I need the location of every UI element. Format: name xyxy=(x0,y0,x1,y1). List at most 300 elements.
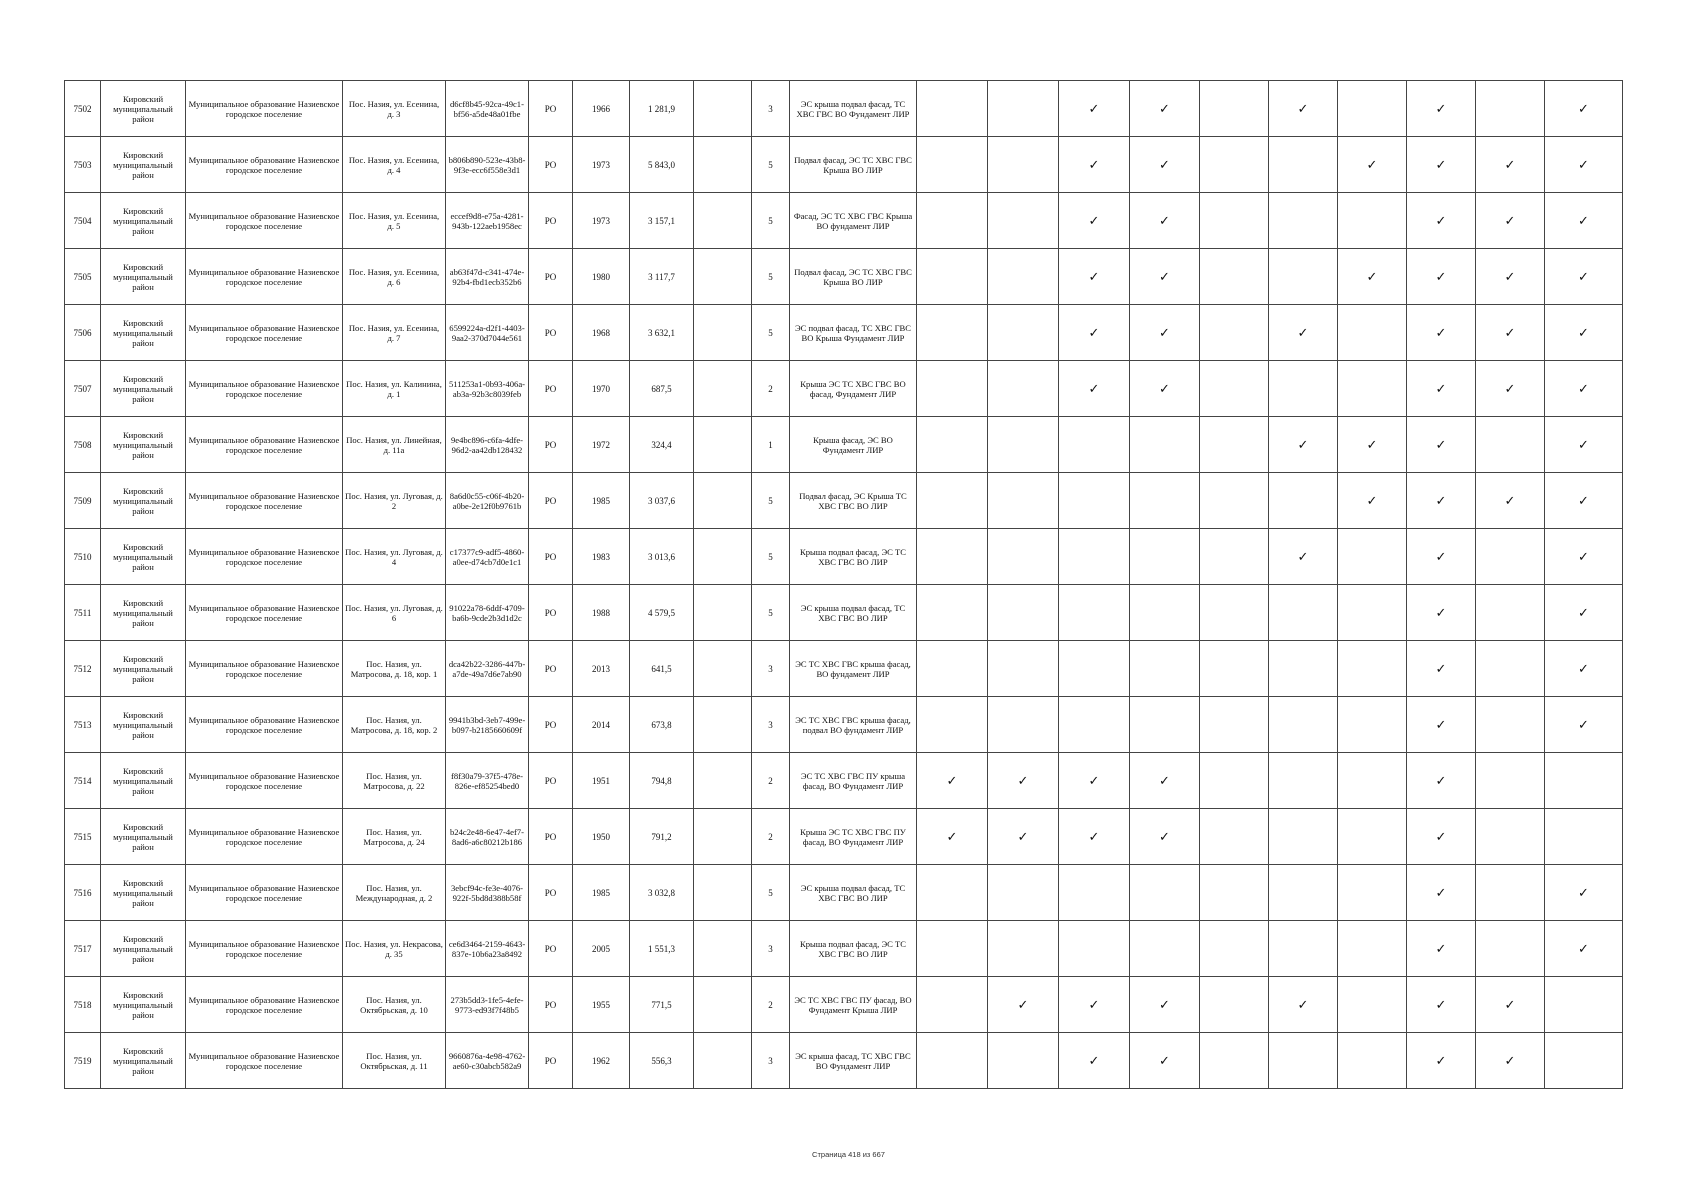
area-cell: 1 281,9 xyxy=(630,81,694,137)
guid-cell: dca42b22-3286-447b-a7de-49a7d6e7ab90 xyxy=(446,641,529,697)
check-cell xyxy=(1130,137,1200,193)
check-mark-icon: ✓ xyxy=(1297,436,1309,452)
type-cell: РО xyxy=(529,753,573,809)
area-cell: 3 032,8 xyxy=(630,865,694,921)
empty-cell xyxy=(694,473,752,529)
check-cell xyxy=(1130,865,1200,921)
check-cell xyxy=(988,585,1059,641)
check-cell xyxy=(1476,249,1545,305)
guid-cell: d6cf8b45-92ca-49c1-bf56-a5de48a01fbe xyxy=(446,81,529,137)
check-cell xyxy=(1200,809,1269,865)
empty-cell xyxy=(694,585,752,641)
check-mark-icon: ✓ xyxy=(1435,772,1447,788)
year-cell: 1966 xyxy=(573,81,630,137)
check-cell xyxy=(1476,305,1545,361)
check-cell xyxy=(1545,921,1623,977)
district-cell: Кировский муниципальный район xyxy=(101,921,186,977)
check-cell xyxy=(1130,473,1200,529)
check-cell xyxy=(1130,249,1200,305)
type-cell: РО xyxy=(529,1033,573,1089)
address-cell: Пос. Назия, ул. Некрасова, д. 35 xyxy=(343,921,446,977)
guid-cell: 511253a1-0b93-406a-ab3a-92b3c8039feb xyxy=(446,361,529,417)
year-cell: 1962 xyxy=(573,1033,630,1089)
works-cell: ЭС крыша подвал фасад, ТС ХВС ГВС ВО ЛИР xyxy=(790,865,917,921)
check-cell xyxy=(1545,529,1623,585)
check-mark-icon: ✓ xyxy=(1504,212,1516,228)
check-cell xyxy=(1407,417,1476,473)
floors-cell: 5 xyxy=(752,137,790,193)
check-cell xyxy=(1338,305,1407,361)
check-cell xyxy=(1200,585,1269,641)
check-mark-icon: ✓ xyxy=(1159,1052,1170,1068)
check-mark-icon: ✓ xyxy=(1297,100,1309,116)
check-cell xyxy=(1269,585,1338,641)
table-row xyxy=(65,921,1623,977)
check-cell xyxy=(1269,193,1338,249)
works-cell: ЭС подвал фасад, ТС ХВС ГВС ВО Крыша Фундамент ЛИР xyxy=(790,305,917,361)
check-cell xyxy=(917,137,988,193)
check-cell xyxy=(988,249,1059,305)
check-cell xyxy=(1545,641,1623,697)
address-cell: Пос. Назия, ул. Есенина, д. 4 xyxy=(343,137,446,193)
check-mark-icon: ✓ xyxy=(1435,1052,1447,1068)
check-cell xyxy=(1059,585,1130,641)
type-cell: РО xyxy=(529,81,573,137)
check-cell xyxy=(1407,529,1476,585)
municipality-cell: Муниципальное образование Назиевское городское поселение xyxy=(186,641,343,697)
check-cell xyxy=(1269,865,1338,921)
area-cell: 3 157,1 xyxy=(630,193,694,249)
check-mark-icon: ✓ xyxy=(1159,828,1170,844)
floors-cell: 5 xyxy=(752,585,790,641)
check-mark-icon: ✓ xyxy=(1088,828,1100,844)
check-cell xyxy=(1200,865,1269,921)
check-cell xyxy=(1130,1033,1200,1089)
year-cell: 1985 xyxy=(573,473,630,529)
area-cell: 794,8 xyxy=(630,753,694,809)
check-cell xyxy=(1130,305,1200,361)
year-cell: 2013 xyxy=(573,641,630,697)
check-mark-icon: ✓ xyxy=(1297,996,1309,1012)
works-cell: Крыша ЭС ТС ХВС ГВС ВО фасад, Фундамент ЛИР xyxy=(790,361,917,417)
table-body xyxy=(65,81,1623,1089)
check-cell xyxy=(988,193,1059,249)
empty-cell xyxy=(694,193,752,249)
guid-cell: 9660876a-4e98-4762-ae60-c30abcb582a9 xyxy=(446,1033,529,1089)
check-cell xyxy=(1545,753,1623,809)
check-mark-icon: ✓ xyxy=(1578,156,1589,172)
address-cell: Пос. Назия, ул. Луговая, д. 2 xyxy=(343,473,446,529)
check-mark-icon: ✓ xyxy=(1088,772,1100,788)
year-cell: 1972 xyxy=(573,417,630,473)
check-cell xyxy=(1407,305,1476,361)
year-cell: 1983 xyxy=(573,529,630,585)
check-cell xyxy=(1338,361,1407,417)
district-cell: Кировский муниципальный район xyxy=(101,473,186,529)
check-cell xyxy=(1059,473,1130,529)
check-cell xyxy=(1338,641,1407,697)
check-cell xyxy=(988,305,1059,361)
check-mark-icon: ✓ xyxy=(1297,548,1309,564)
check-cell xyxy=(1545,361,1623,417)
table-row xyxy=(65,529,1623,585)
type-cell: РО xyxy=(529,865,573,921)
check-cell xyxy=(1476,473,1545,529)
check-mark-icon: ✓ xyxy=(1435,940,1447,956)
check-cell xyxy=(1407,641,1476,697)
table-row xyxy=(65,305,1623,361)
check-mark-icon: ✓ xyxy=(1435,660,1447,676)
check-mark-icon: ✓ xyxy=(1578,492,1589,508)
check-mark-icon: ✓ xyxy=(1088,212,1100,228)
floors-cell: 2 xyxy=(752,977,790,1033)
check-cell xyxy=(1059,697,1130,753)
check-cell xyxy=(917,417,988,473)
address-cell: Пос. Назия, ул. Луговая, д. 6 xyxy=(343,585,446,641)
check-cell xyxy=(1059,249,1130,305)
check-mark-icon: ✓ xyxy=(1578,100,1589,116)
table-row xyxy=(65,193,1623,249)
check-cell xyxy=(1476,137,1545,193)
district-cell: Кировский муниципальный район xyxy=(101,865,186,921)
works-cell: ЭС крыша подвал фасад, ТС ХВС ГВС ВО ЛИР xyxy=(790,585,917,641)
type-cell: РО xyxy=(529,977,573,1033)
check-mark-icon: ✓ xyxy=(1088,1052,1100,1068)
check-cell xyxy=(1130,417,1200,473)
row-number-cell: 7514 xyxy=(65,753,101,809)
table-row xyxy=(65,697,1623,753)
check-cell xyxy=(1059,305,1130,361)
type-cell: РО xyxy=(529,697,573,753)
area-cell: 687,5 xyxy=(630,361,694,417)
type-cell: РО xyxy=(529,529,573,585)
check-mark-icon: ✓ xyxy=(1017,996,1029,1012)
empty-cell xyxy=(694,809,752,865)
check-cell xyxy=(1130,585,1200,641)
check-cell xyxy=(1338,473,1407,529)
address-cell: Пос. Назия, ул. Луговая, д. 4 xyxy=(343,529,446,585)
check-mark-icon: ✓ xyxy=(1435,212,1447,228)
floors-cell: 2 xyxy=(752,361,790,417)
table-row xyxy=(65,809,1623,865)
guid-cell: ab63f47d-c341-474e-92b4-fbd1ecb352b6 xyxy=(446,249,529,305)
floors-cell: 2 xyxy=(752,753,790,809)
check-cell xyxy=(1269,473,1338,529)
year-cell: 1951 xyxy=(573,753,630,809)
check-cell xyxy=(1476,641,1545,697)
works-cell: Крыша подвал фасад, ЭС ТС ХВС ГВС ВО ЛИР xyxy=(790,921,917,977)
empty-cell xyxy=(694,529,752,585)
check-mark-icon: ✓ xyxy=(1578,716,1589,732)
type-cell: РО xyxy=(529,249,573,305)
check-cell xyxy=(917,193,988,249)
type-cell: РО xyxy=(529,417,573,473)
check-mark-icon: ✓ xyxy=(1578,884,1589,900)
check-mark-icon: ✓ xyxy=(1159,212,1170,228)
check-cell xyxy=(1200,361,1269,417)
type-cell: РО xyxy=(529,641,573,697)
check-mark-icon: ✓ xyxy=(1159,268,1170,284)
check-cell xyxy=(1476,417,1545,473)
year-cell: 1980 xyxy=(573,249,630,305)
check-cell xyxy=(1338,137,1407,193)
empty-cell xyxy=(694,305,752,361)
empty-cell xyxy=(694,697,752,753)
check-cell xyxy=(1059,977,1130,1033)
floors-cell: 2 xyxy=(752,809,790,865)
check-mark-icon: ✓ xyxy=(1088,996,1100,1012)
row-number-cell: 7513 xyxy=(65,697,101,753)
address-cell: Пос. Назия, ул. Матросова, д. 18, кор. 2 xyxy=(343,697,446,753)
floors-cell: 5 xyxy=(752,249,790,305)
check-mark-icon: ✓ xyxy=(1435,996,1447,1012)
check-cell xyxy=(1200,641,1269,697)
check-mark-icon: ✓ xyxy=(1159,324,1170,340)
table-row xyxy=(65,641,1623,697)
year-cell: 1968 xyxy=(573,305,630,361)
guid-cell: ce6d3464-2159-4643-837e-10b6a23a8492 xyxy=(446,921,529,977)
check-cell xyxy=(988,809,1059,865)
check-cell xyxy=(1269,249,1338,305)
check-cell xyxy=(1476,697,1545,753)
municipality-cell: Муниципальное образование Назиевское городское поселение xyxy=(186,529,343,585)
floors-cell: 5 xyxy=(752,193,790,249)
check-cell xyxy=(1200,697,1269,753)
works-cell: Подвал фасад, ЭС ТС ХВС ГВС Крыша ВО ЛИР xyxy=(790,137,917,193)
area-cell: 4 579,5 xyxy=(630,585,694,641)
municipality-cell: Муниципальное образование Назиевское городское поселение xyxy=(186,809,343,865)
check-cell xyxy=(988,1033,1059,1089)
address-cell: Пос. Назия, ул. Международная, д. 2 xyxy=(343,865,446,921)
check-mark-icon: ✓ xyxy=(1159,100,1170,116)
row-number-cell: 7502 xyxy=(65,81,101,137)
check-cell xyxy=(1269,417,1338,473)
district-cell: Кировский муниципальный район xyxy=(101,1033,186,1089)
check-mark-icon: ✓ xyxy=(1435,492,1447,508)
works-cell: ЭС крыша фасад, ТС ХВС ГВС ВО Фундамент ЛИР xyxy=(790,1033,917,1089)
guid-cell: 9941b3bd-3eb7-499e-b097-b2185660609f xyxy=(446,697,529,753)
check-cell xyxy=(1200,529,1269,585)
row-number-cell: 7515 xyxy=(65,809,101,865)
check-mark-icon: ✓ xyxy=(1504,1052,1516,1068)
row-number-cell: 7505 xyxy=(65,249,101,305)
type-cell: РО xyxy=(529,473,573,529)
year-cell: 1985 xyxy=(573,865,630,921)
check-cell xyxy=(1130,529,1200,585)
check-cell xyxy=(1200,473,1269,529)
area-cell: 3 117,7 xyxy=(630,249,694,305)
check-mark-icon: ✓ xyxy=(1578,940,1589,956)
works-cell: Подвал фасад, ЭС ТС ХВС ГВС Крыша ВО ЛИР xyxy=(790,249,917,305)
check-mark-icon: ✓ xyxy=(1088,268,1100,284)
guid-cell: eccef9d8-e75a-4281-943b-122aeb1958ec xyxy=(446,193,529,249)
district-cell: Кировский муниципальный район xyxy=(101,137,186,193)
check-cell xyxy=(1338,753,1407,809)
check-cell xyxy=(917,361,988,417)
check-cell xyxy=(917,249,988,305)
check-mark-icon: ✓ xyxy=(1088,324,1100,340)
check-cell xyxy=(917,305,988,361)
check-mark-icon: ✓ xyxy=(1504,380,1516,396)
check-cell xyxy=(1059,865,1130,921)
municipality-cell: Муниципальное образование Назиевское городское поселение xyxy=(186,753,343,809)
district-cell: Кировский муниципальный район xyxy=(101,417,186,473)
floors-cell: 5 xyxy=(752,529,790,585)
check-cell xyxy=(1059,921,1130,977)
district-cell: Кировский муниципальный район xyxy=(101,641,186,697)
address-cell: Пос. Назия, ул. Есенина, д. 3 xyxy=(343,81,446,137)
check-mark-icon: ✓ xyxy=(1435,436,1447,452)
works-cell: Подвал фасад, ЭС Крыша ТС ХВС ГВС ВО ЛИР xyxy=(790,473,917,529)
row-number-cell: 7517 xyxy=(65,921,101,977)
check-cell xyxy=(1269,753,1338,809)
year-cell: 1955 xyxy=(573,977,630,1033)
floors-cell: 3 xyxy=(752,921,790,977)
works-cell: Фасад, ЭС ТС ХВС ГВС Крыша ВО фундамент ЛИР xyxy=(790,193,917,249)
check-cell xyxy=(1545,193,1623,249)
guid-cell: c17377c9-adf5-4860-a0ee-d74cb7d0e1c1 xyxy=(446,529,529,585)
check-mark-icon: ✓ xyxy=(1297,324,1309,340)
check-cell xyxy=(1407,193,1476,249)
check-cell xyxy=(1200,753,1269,809)
floors-cell: 3 xyxy=(752,697,790,753)
municipality-cell: Муниципальное образование Назиевское городское поселение xyxy=(186,249,343,305)
table-row xyxy=(65,81,1623,137)
check-mark-icon: ✓ xyxy=(1088,380,1100,396)
check-cell xyxy=(1269,137,1338,193)
check-cell xyxy=(1200,137,1269,193)
row-number-cell: 7506 xyxy=(65,305,101,361)
check-mark-icon: ✓ xyxy=(1435,828,1447,844)
check-cell xyxy=(1476,81,1545,137)
check-mark-icon: ✓ xyxy=(1578,548,1589,564)
area-cell: 3 013,6 xyxy=(630,529,694,585)
year-cell: 2014 xyxy=(573,697,630,753)
check-mark-icon: ✓ xyxy=(1435,604,1447,620)
check-cell xyxy=(917,641,988,697)
check-cell xyxy=(1059,641,1130,697)
check-cell xyxy=(1269,305,1338,361)
check-cell xyxy=(1130,193,1200,249)
check-cell xyxy=(1407,1033,1476,1089)
check-cell xyxy=(917,473,988,529)
area-cell: 3 632,1 xyxy=(630,305,694,361)
check-cell xyxy=(1200,305,1269,361)
check-cell xyxy=(1476,585,1545,641)
check-cell xyxy=(1059,137,1130,193)
check-cell xyxy=(1130,361,1200,417)
check-cell xyxy=(1200,193,1269,249)
row-number-cell: 7503 xyxy=(65,137,101,193)
year-cell: 2005 xyxy=(573,921,630,977)
check-mark-icon: ✓ xyxy=(1504,156,1516,172)
address-cell: Пос. Назия, ул. Линейная, д. 11а xyxy=(343,417,446,473)
works-cell: ЭС крыша подвал фасад, ТС ХВС ГВС ВО Фундамент ЛИР xyxy=(790,81,917,137)
check-cell xyxy=(917,585,988,641)
check-cell xyxy=(1545,977,1623,1033)
works-cell: ЭС ТС ХВС ГВС крыша фасад, ВО фундамент ЛИР xyxy=(790,641,917,697)
district-cell: Кировский муниципальный район xyxy=(101,529,186,585)
year-cell: 1973 xyxy=(573,193,630,249)
check-cell xyxy=(1200,81,1269,137)
check-cell xyxy=(1059,417,1130,473)
check-cell xyxy=(1338,865,1407,921)
works-cell: Крыша ЭС ТС ХВС ГВС ПУ фасад, ВО Фундамент ЛИР xyxy=(790,809,917,865)
floors-cell: 3 xyxy=(752,1033,790,1089)
row-number-cell: 7508 xyxy=(65,417,101,473)
check-cell xyxy=(1476,921,1545,977)
check-mark-icon: ✓ xyxy=(1088,156,1100,172)
check-cell xyxy=(1338,249,1407,305)
address-cell: Пос. Назия, ул. Матросова, д. 18, кор. 1 xyxy=(343,641,446,697)
check-cell xyxy=(917,977,988,1033)
check-cell xyxy=(917,921,988,977)
check-cell xyxy=(1338,193,1407,249)
check-cell xyxy=(1059,529,1130,585)
guid-cell: b806b890-523e-43b8-9f3e-ecc6f558e3d1 xyxy=(446,137,529,193)
empty-cell xyxy=(694,1033,752,1089)
empty-cell xyxy=(694,641,752,697)
address-cell: Пос. Назия, ул. Есенина, д. 6 xyxy=(343,249,446,305)
row-number-cell: 7516 xyxy=(65,865,101,921)
check-cell xyxy=(1269,641,1338,697)
check-cell xyxy=(1476,865,1545,921)
guid-cell: f8f30a79-37f5-478e-826e-ef85254bed0 xyxy=(446,753,529,809)
district-cell: Кировский муниципальный район xyxy=(101,305,186,361)
check-cell xyxy=(1545,1033,1623,1089)
table-row xyxy=(65,753,1623,809)
row-number-cell: 7507 xyxy=(65,361,101,417)
area-cell: 1 551,3 xyxy=(630,921,694,977)
guid-cell: 3ebcf94c-fe3e-4076-922f-5bd8d388b58f xyxy=(446,865,529,921)
check-cell xyxy=(1407,137,1476,193)
check-cell xyxy=(1476,529,1545,585)
check-cell xyxy=(1269,809,1338,865)
municipality-cell: Муниципальное образование Назиевское городское поселение xyxy=(186,81,343,137)
empty-cell xyxy=(694,81,752,137)
address-cell: Пос. Назия, ул. Матросова, д. 22 xyxy=(343,753,446,809)
address-cell: Пос. Назия, ул. Матросова, д. 24 xyxy=(343,809,446,865)
check-cell xyxy=(1338,697,1407,753)
check-cell xyxy=(1407,865,1476,921)
check-cell xyxy=(988,417,1059,473)
check-cell xyxy=(1407,249,1476,305)
check-cell xyxy=(1269,921,1338,977)
works-cell: ЭС ТС ХВС ГВС ПУ фасад, ВО Фундамент Крыша ЛИР xyxy=(790,977,917,1033)
check-cell xyxy=(1545,305,1623,361)
floors-cell: 5 xyxy=(752,865,790,921)
guid-cell: 273b5dd3-1fe5-4efe-9773-ed93f7f48b5 xyxy=(446,977,529,1033)
address-cell: Пос. Назия, ул. Есенина, д. 7 xyxy=(343,305,446,361)
guid-cell: 9e4bc896-c6fa-4dfe-96d2-aa42db128432 xyxy=(446,417,529,473)
row-number-cell: 7518 xyxy=(65,977,101,1033)
check-cell xyxy=(1269,361,1338,417)
check-cell xyxy=(1269,697,1338,753)
check-cell xyxy=(917,865,988,921)
check-cell xyxy=(1200,249,1269,305)
check-cell xyxy=(1338,81,1407,137)
floors-cell: 1 xyxy=(752,417,790,473)
empty-cell xyxy=(694,921,752,977)
check-mark-icon: ✓ xyxy=(1504,996,1516,1012)
check-cell xyxy=(1269,529,1338,585)
check-mark-icon: ✓ xyxy=(1504,268,1516,284)
check-cell xyxy=(917,529,988,585)
check-mark-icon: ✓ xyxy=(1435,884,1447,900)
floors-cell: 3 xyxy=(752,81,790,137)
check-mark-icon: ✓ xyxy=(1159,772,1170,788)
check-cell xyxy=(1476,1033,1545,1089)
